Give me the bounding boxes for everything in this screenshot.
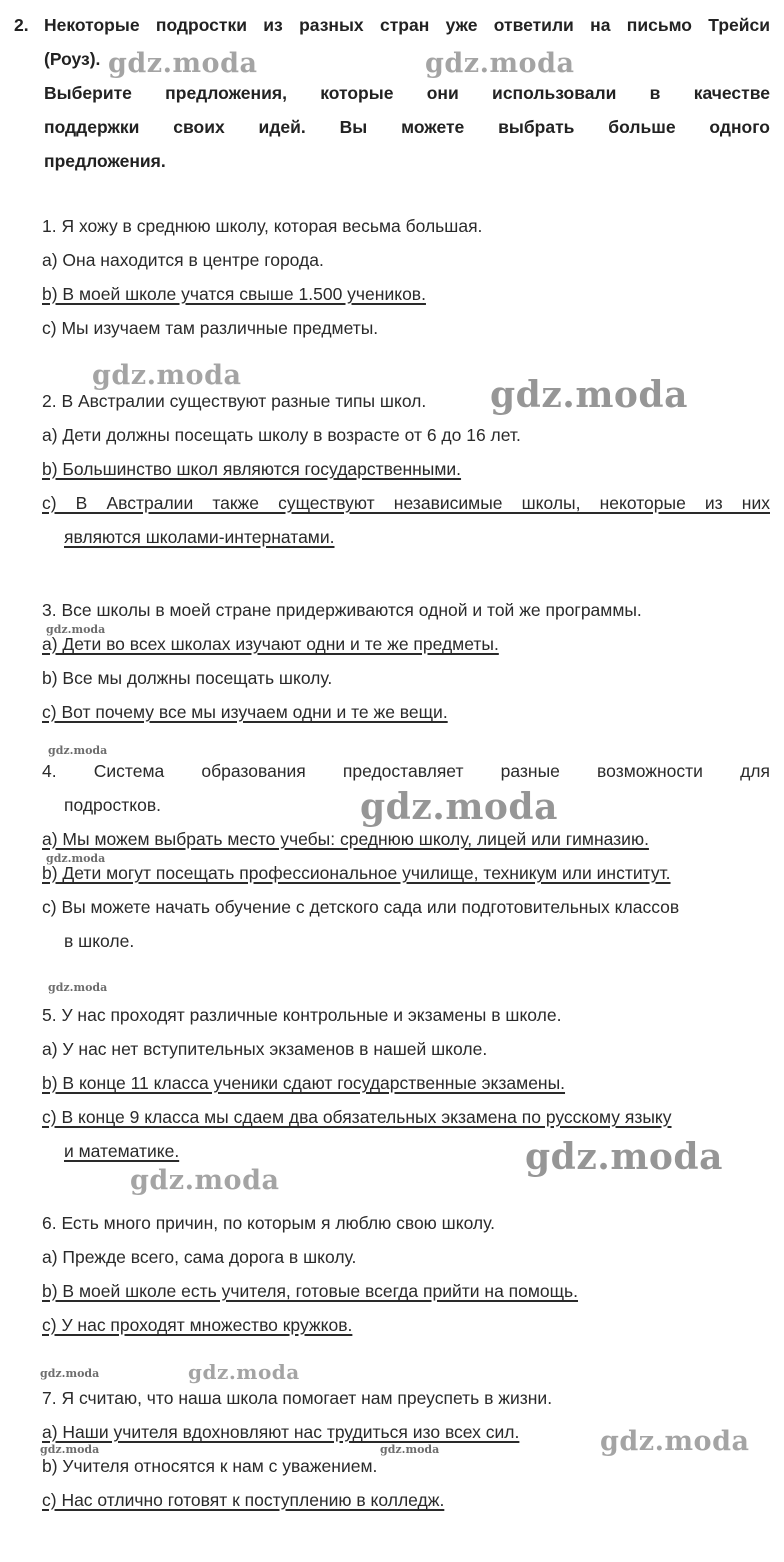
- watermark: gdz.moda: [108, 48, 258, 79]
- question-6-option-a: a) Прежде всего, сама дорога в школу.: [42, 1247, 357, 1267]
- watermark: gdz.moda: [130, 1165, 280, 1196]
- question-6-option-b-selected: b) В моей школе есть учителя, готовые всегда прийти на помощь.: [42, 1281, 579, 1301]
- question-4-prompt-line-2: подростков.: [64, 795, 162, 815]
- question-3-prompt: 3. Все школы в моей стране придерживаются одной и той же программы.: [42, 600, 642, 620]
- task-line-5: предложения.: [44, 151, 166, 171]
- question-1-option-b-selected: b) В моей школе учатся свыше 1.500 учеников.: [42, 284, 426, 304]
- watermark: gdz.moda: [188, 1360, 300, 1384]
- question-4-option-b-selected: b) Дети могут посещать профессиональное училище, техникум или институт.: [42, 863, 671, 883]
- question-2-option-c-line-1: c) В Австралии также существуют независимые школы, некоторые из них: [42, 493, 770, 513]
- watermark: gdz.moda: [40, 1367, 100, 1380]
- question-3-option-c-selected: c) Вот почему все мы изучаем одни и те же вещи.: [42, 702, 448, 722]
- question-7-prompt: 7. Я считаю, что наша школа помогает нам преуспеть в жизни.: [42, 1388, 553, 1408]
- question-6-option-c-selected: c) У нас проходят множество кружков.: [42, 1315, 353, 1335]
- question-5-prompt: 5. У нас проходят различные контрольные и экзамены в школе.: [42, 1005, 562, 1025]
- watermark: gdz.moda: [40, 1443, 100, 1456]
- question-5-option-b-selected: b) В конце 11 класса ученики сдают государственные экзамены.: [42, 1073, 566, 1093]
- question-2-prompt: 2. В Австралии существуют разные типы школ.: [42, 391, 427, 411]
- question-4-option-c-line-2: в школе.: [64, 931, 135, 951]
- question-4-option-a-selected: a) Мы можем выбрать место учебы: среднюю школу, лицей или гимназию.: [42, 829, 649, 849]
- question-4: [42, 754, 770, 958]
- watermark: gdz.moda: [48, 744, 108, 757]
- question-1: [42, 209, 770, 345]
- question-5-option-a: a) У нас нет вступительных экзаменов в нашей школе.: [42, 1039, 488, 1059]
- task-instructions: [44, 8, 770, 178]
- question-4-option-c-line-1: c) Вы можете начать обучение с детского сада или подготовительных классов: [42, 897, 680, 917]
- task-number: 2.: [14, 15, 29, 35]
- watermark: gdz.moda: [380, 1443, 440, 1456]
- question-4-option-c: [42, 890, 770, 958]
- question-5-option-c-line-2: и математике.: [64, 1141, 180, 1161]
- watermark: gdz.moda: [525, 1136, 723, 1178]
- task-line-4: поддержки своих идей. Вы можете выбрать больше одного: [44, 117, 770, 137]
- task-line-1: Некоторые подростки из разных стран уже ответили на письмо Трейси: [44, 15, 770, 35]
- watermark: gdz.moda: [360, 786, 558, 828]
- watermark: gdz.moda: [92, 360, 242, 391]
- task-line-3: Выберите предложения, которые они использовали в качестве: [44, 83, 770, 103]
- question-6: [42, 1206, 770, 1342]
- question-3-option-b: b) Все мы должны посещать школу.: [42, 668, 333, 688]
- question-7-option-a-selected: a) Наши учителя вдохновляют нас трудиться изо всех сил.: [42, 1422, 520, 1442]
- watermark: gdz.moda: [48, 981, 108, 994]
- question-2-option-c-selected: [42, 486, 770, 554]
- question-1-option-c: c) Мы изучаем там различные предметы.: [42, 318, 379, 338]
- question-2-option-a: a) Дети должны посещать школу в возрасте от 6 до 16 лет.: [42, 425, 521, 445]
- question-4-prompt-line-1: 4. Система образования предоставляет разные возможности для: [42, 761, 770, 781]
- task-line-2: (Роуз).: [44, 49, 101, 69]
- question-2-option-c-line-2: являются школами-интернатами.: [64, 527, 335, 547]
- question-1-prompt: 1. Я хожу в среднюю школу, которая весьма большая.: [42, 216, 483, 236]
- watermark: gdz.moda: [490, 374, 688, 416]
- watermark: gdz.moda: [600, 1426, 750, 1457]
- question-7-option-c-selected: c) Нас отлично готовят к поступлению в колледж.: [42, 1490, 445, 1510]
- watermark: gdz.moda: [425, 48, 575, 79]
- watermark: gdz.moda: [46, 623, 106, 636]
- question-3-option-a-selected: a) Дети во всех школах изучают одни и те же предметы.: [42, 634, 499, 654]
- watermark: gdz.moda: [46, 852, 106, 865]
- question-3: [42, 593, 770, 729]
- question-2-option-b-selected: b) Большинство школ являются государственными.: [42, 459, 462, 479]
- question-6-prompt: 6. Есть много причин, по которым я люблю свою школу.: [42, 1213, 495, 1233]
- question-5-option-c-line-1: c) В конце 9 класса мы сдаем два обязательных экзамена по русскому языку: [42, 1107, 672, 1127]
- task-header: [14, 8, 770, 178]
- question-7-option-b: b) Учителя относятся к нам с уважением.: [42, 1456, 378, 1476]
- question-1-option-a: a) Она находится в центре города.: [42, 250, 324, 270]
